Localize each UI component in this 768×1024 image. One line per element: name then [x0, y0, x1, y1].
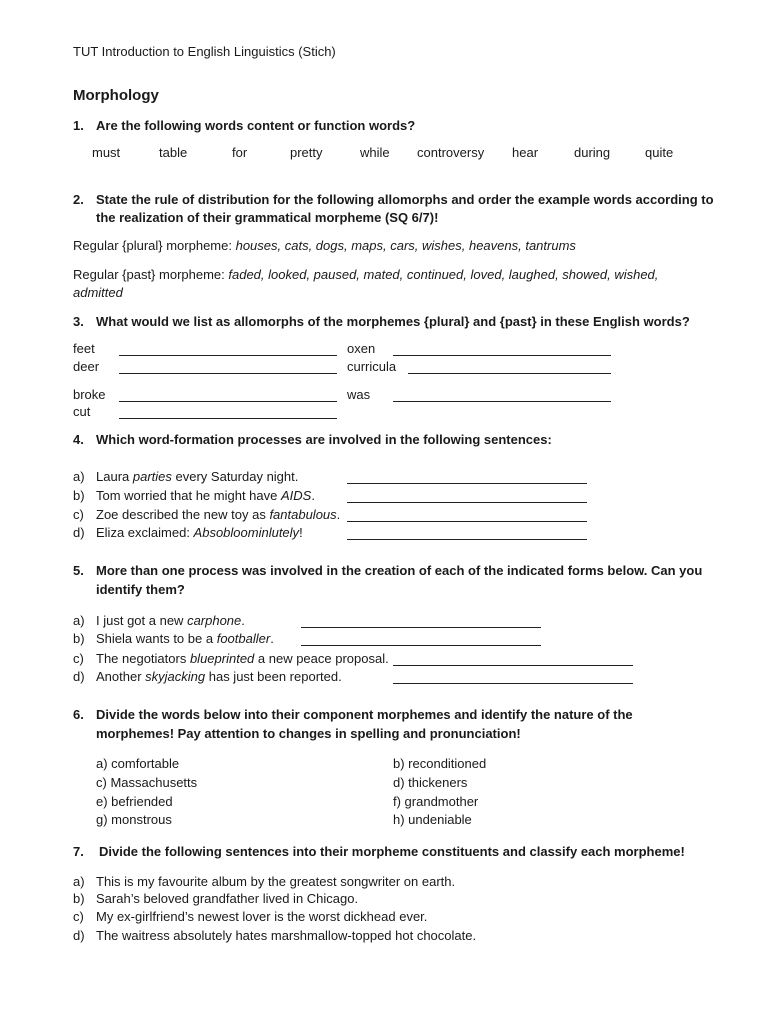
q3-answer-blank[interactable] — [393, 355, 611, 356]
q2-plural-line — [73, 238, 576, 253]
q1-word: while — [360, 145, 390, 160]
q2-past-words: faded, looked, paused, mated, continued, loved, laughed, showed, wished, — [228, 267, 659, 282]
q6-word: d) thickeners — [393, 775, 468, 790]
q3-word: deer — [73, 359, 100, 374]
q5-item-sentence: The negotiators blueprinted a new peace proposal. — [96, 651, 389, 666]
q7-number: 7. — [73, 844, 84, 859]
q6-word: c) Massachusetts — [96, 775, 198, 790]
q4-answer-blank[interactable] — [347, 539, 587, 540]
page-title: Morphology — [73, 87, 159, 104]
q3-word: feet — [73, 341, 95, 356]
q2-number: 2. — [73, 192, 84, 207]
q5-item-letter: b) — [73, 631, 85, 646]
q3-answer-blank[interactable] — [119, 373, 337, 374]
q4-text: Which word-formation processes are involved in the following sentences: — [96, 432, 552, 447]
q2-text-line1: State the rule of distribution for the following allomorphs and order the example words according to — [96, 192, 714, 207]
q1-word: pretty — [290, 145, 323, 160]
q2-past-line — [73, 267, 658, 282]
q6-text-line2: morphemes! Pay attention to changes in spelling and pronunciation! — [96, 726, 521, 741]
q4-item-letter: b) — [73, 488, 85, 503]
q2-past-label: Regular {past} morpheme: — [73, 267, 229, 282]
q5-answer-blank[interactable] — [393, 665, 633, 666]
q4-item-letter: a) — [73, 469, 85, 484]
q3-answer-blank[interactable] — [119, 355, 337, 356]
q5-item-sentence: I just got a new carphone. — [96, 613, 245, 628]
q3-answer-blank[interactable] — [408, 373, 611, 374]
q1-word: table — [159, 145, 188, 160]
q5-item-sentence: Another skyjacking has just been reported. — [96, 669, 342, 684]
q3-number: 3. — [73, 314, 84, 329]
q4-answer-blank[interactable] — [347, 502, 587, 503]
q4-item-letter: d) — [73, 525, 85, 540]
q4-item-sentence: Zoe described the new toy as fantabulous. — [96, 507, 341, 522]
q6-word: e) befriended — [96, 794, 173, 809]
q1-word: for — [232, 145, 248, 160]
q2-plural-words: houses, cats, dogs, maps, cars, wishes, heavens, tantrums — [235, 238, 576, 253]
q3-word: cut — [73, 404, 91, 419]
q3-answer-blank[interactable] — [119, 418, 337, 419]
q7-item-sentence: Sarah’s beloved grandfather lived in Chicago. — [96, 891, 359, 906]
q5-text-line1: More than one process was involved in the creation of each of the indicated forms below. Can you — [96, 563, 703, 578]
q7-item-sentence: My ex-girlfriend’s newest lover is the worst dickhead ever. — [96, 909, 428, 924]
q4-item-sentence: Tom worried that he might have AIDS. — [96, 488, 315, 503]
q6-word: h) undeniable — [393, 812, 472, 827]
q5-item-sentence: Shiela wants to be a footballer. — [96, 631, 274, 646]
q7-item-letter: a) — [73, 874, 85, 889]
q2-text-line2: the realization of their grammatical morpheme (SQ 6/7)! — [96, 210, 439, 225]
q5-item-letter: c) — [73, 651, 84, 666]
q1-text: Are the following words content or function words? — [96, 118, 416, 133]
document-header: TUT Introduction to English Linguistics (Stich) — [73, 44, 336, 59]
q3-word: was — [347, 387, 371, 402]
q5-item-letter: d) — [73, 669, 85, 684]
q7-text: Divide the following sentences into their morpheme constituents and classify each morpheme! — [99, 844, 685, 859]
q4-item-letter: c) — [73, 507, 84, 522]
q6-word: a) comfortable — [96, 756, 180, 771]
q1-word: must — [92, 145, 121, 160]
q5-number: 5. — [73, 563, 84, 578]
q6-word: f) grandmother — [393, 794, 479, 809]
q1-word: controversy — [417, 145, 485, 160]
q1-word: quite — [645, 145, 674, 160]
q7-item-letter: b) — [73, 891, 85, 906]
q5-answer-blank[interactable] — [301, 627, 541, 628]
q1-word: during — [574, 145, 611, 160]
q1-number: 1. — [73, 118, 84, 133]
q4-answer-blank[interactable] — [347, 521, 587, 522]
q4-answer-blank[interactable] — [347, 483, 587, 484]
q7-item-letter: d) — [73, 928, 85, 943]
q7-item-letter: c) — [73, 909, 84, 924]
q6-word: b) reconditioned — [393, 756, 487, 771]
q2-past-words-cont: admitted — [73, 285, 123, 300]
q4-item-sentence: Laura parties every Saturday night. — [96, 469, 299, 484]
q1-word: hear — [512, 145, 539, 160]
q3-word: broke — [73, 387, 106, 402]
q5-answer-blank[interactable] — [393, 683, 633, 684]
q2-past-line2 — [73, 285, 123, 300]
q3-answer-blank[interactable] — [393, 401, 611, 402]
q7-item-sentence: This is my favourite album by the greatest songwriter on earth. — [96, 874, 456, 889]
q6-number: 6. — [73, 707, 84, 722]
q2-plural-label: Regular {plural} morpheme: — [73, 238, 236, 253]
q7-item-sentence: The waitress absolutely hates marshmallow-topped hot chocolate. — [96, 928, 477, 943]
q5-text-line2: identify them? — [96, 582, 185, 597]
q6-text-line1: Divide the words below into their component morphemes and identify the nature of the — [96, 707, 633, 722]
q6-word: g) monstrous — [96, 812, 172, 827]
q3-word: oxen — [347, 341, 376, 356]
q3-answer-blank[interactable] — [119, 401, 337, 402]
q5-answer-blank[interactable] — [301, 645, 541, 646]
q4-item-sentence: Eliza exclaimed: Absobloominlutely! — [96, 525, 303, 540]
q3-text: What would we list as allomorphs of the morphemes {plural} and {past} in these English words? — [96, 314, 690, 329]
q3-word: curricula — [347, 359, 397, 374]
q4-number: 4. — [73, 432, 84, 447]
q5-item-letter: a) — [73, 613, 85, 628]
